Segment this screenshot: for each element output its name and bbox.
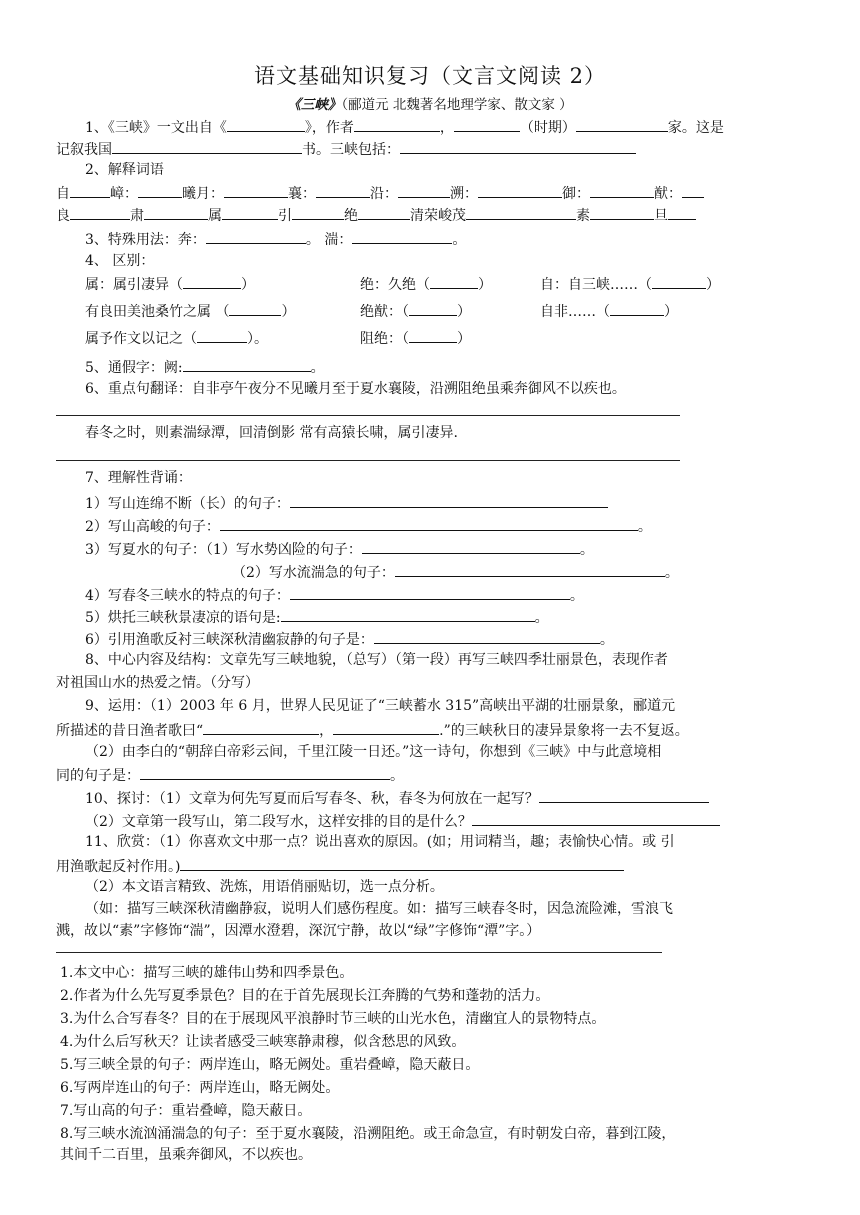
question-9-line-2: 所描述的昔日渔者歌曰“ ， .”的三峡秋日的凄异景象将一去不复返。 xyxy=(56,719,689,741)
blank[interactable] xyxy=(70,204,130,220)
question-8-line-2: 对祖国山水的热爱之情。（分写） xyxy=(56,675,259,691)
question-11-line-2: 用渔歌起反衬作用。) xyxy=(56,855,624,877)
question-6-sentence-1: 6、重点句翻译：自非亭午夜分不见曦月至于夏水襄陵，沿溯阻绝虽乘奔御风不以疾也。 xyxy=(85,381,626,397)
question-11-line-3: （2）本文语言精致、洗炼，用语俏丽贴切，选一点分析。 xyxy=(85,879,444,895)
question-7-item-6: 6）引用渔歌反衬三峡深秋清幽寂静的句子是： 。 xyxy=(85,628,614,650)
blank[interactable] xyxy=(398,182,450,198)
note-item: 其间千二百里，虽乘奔御风，不以疾也。 xyxy=(60,1147,312,1163)
question-7-item-4: 4）写春冬三峡水的特点的句子： 。 xyxy=(85,584,584,606)
subtitle-text-title: 《三峡》 xyxy=(287,97,342,113)
question-4-item: 属予作文以记之（ ）。 xyxy=(85,327,268,349)
question-1-line-1: 1、《三峡》一文出自《 》，作者 ， （时期） 家。这是 xyxy=(85,116,724,138)
note-item: 4.为什么后写秋天？让读者感受三峡寒静肃穆，似含愁思的风致。 xyxy=(60,1034,466,1050)
blank[interactable] xyxy=(590,204,654,220)
blank[interactable] xyxy=(224,182,288,198)
question-10-line-1: 10、探讨：（1）文章为何先写夏而后写春冬、秋，春冬为何放在一起写？ xyxy=(85,787,709,809)
page-title: 语文基础知识复习（文言文阅读 2） xyxy=(253,64,607,88)
blank[interactable] xyxy=(590,182,654,198)
question-7-item-5: 5）烘托三峡秋景凄凉的语句是: 。 xyxy=(85,606,549,628)
question-9-line-4: 同的句子是： 。 xyxy=(56,764,404,786)
subtitle-author: （郦道元 北魏著名地理学家、散文家 ） xyxy=(341,97,573,113)
blank[interactable] xyxy=(478,182,562,198)
question-7-item-3: 3）写夏水的句子：（1）写水势凶险的句子： 。 xyxy=(85,538,594,560)
note-item: 2.作者为什么先写夏季景色？目的在于首先展现长江奔腾的气势和蓬勃的活力。 xyxy=(60,988,550,1004)
question-4-item: 自非……（ ） xyxy=(540,300,678,322)
note-item: 6.写两岸连山的句子：两岸连山，略无阙处。 xyxy=(60,1080,340,1096)
question-11-line-4: （如：描写三峡深秋清幽静寂，说明人们感伤程度。如：描写三峡春冬时，因急流险滩，雪浪飞 xyxy=(85,901,673,917)
blank-gorges[interactable] xyxy=(400,138,636,154)
note-item: 1.本文中心：描写三峡的雄伟山势和四季景色。 xyxy=(60,965,354,981)
section-divider xyxy=(56,952,662,953)
blank-book[interactable] xyxy=(227,116,305,132)
blank[interactable] xyxy=(466,204,576,220)
blank-period[interactable] xyxy=(454,116,520,132)
question-7-item-1: 1）写山连绵不断（长）的句子： xyxy=(85,492,608,514)
note-item: 7.写山高的句子：重岩叠嶂，隐天蔽日。 xyxy=(60,1103,312,1119)
question-4-heading: 4、 区别： xyxy=(85,253,155,269)
note-item: 5.写三峡全景的句子：两岸连山，略无阙处。重岩叠嶂，隐天蔽日。 xyxy=(60,1057,480,1073)
blank[interactable] xyxy=(358,204,410,220)
blank[interactable] xyxy=(682,182,704,198)
answer-line[interactable] xyxy=(56,460,680,461)
question-1-line-2: 记叙我国 书。三峡包括： xyxy=(56,138,636,160)
blank[interactable] xyxy=(206,228,306,244)
blank[interactable] xyxy=(292,204,344,220)
blank-author[interactable] xyxy=(354,116,440,132)
question-9-line-1: 9、运用：（1）2003 年 6 月，世界人民见证了“三峡蓄水 315”高峡出平湖的壮丽景象，郦道元 xyxy=(85,698,676,714)
question-8-line-1: 8、中心内容及结构：文章先写三峡地貌，（总写）（第一段）再写三峡四季壮丽景色，表现作者 xyxy=(85,652,668,668)
blank-book-type[interactable] xyxy=(112,138,302,154)
question-7-item-3b: （2）写水流湍急的句子： 。 xyxy=(232,561,679,583)
question-7-item-2: 2）写山高峻的句子： 。 xyxy=(85,515,652,537)
blank[interactable] xyxy=(70,182,110,198)
question-6-sentence-2: 春冬之时，则素湍绿潭，回清倒影 常有高猿长啸，属引凄异. xyxy=(85,425,458,441)
answer-line[interactable] xyxy=(56,415,680,416)
blank[interactable] xyxy=(352,228,452,244)
question-2-row-1: 自 嶂： 曦月： 襄： 沿： 溯： 御： 猷： xyxy=(56,182,704,204)
question-10-line-2: （2）文章第一段写山，第二段写水，这样安排的目的是什么？ xyxy=(85,810,720,832)
note-item: 8.写三峡水流汹涌湍急的句子：至于夏水襄陵，沿溯阻绝。或王命急宣，有时朝发白帝，暮到江陵， xyxy=(60,1126,676,1142)
blank[interactable] xyxy=(138,182,182,198)
question-4-item: 属：属引凄异（ ） xyxy=(85,273,255,295)
blank[interactable] xyxy=(668,204,696,220)
question-4-item: 有良田美池桑竹之属 （ ） xyxy=(85,300,295,322)
blank[interactable] xyxy=(222,204,278,220)
question-4-item: 绝：久绝（ ） xyxy=(360,273,492,295)
question-4-item: 绝猷：（ ） xyxy=(360,300,471,322)
question-7-heading: 7、理解性背诵： xyxy=(85,470,192,486)
page-subtitle xyxy=(0,93,860,113)
question-11-line-5: 溅，故以“素”字修饰“湍”，因潭水澄碧，深沉宁静，故以“绿”字修饰“潭”字。） xyxy=(56,923,541,939)
note-item: 3.为什么合写春冬？目的在于展现风平浪静时节三峡的山光水色，清幽宜人的景物特点。 xyxy=(60,1011,606,1027)
question-9-line-3: （2）由李白的“朝辞白帝彩云间，千里江陵一日还。”这一诗句，你想到《三峡》中与此意境相 xyxy=(85,744,662,760)
blank[interactable] xyxy=(316,182,370,198)
question-4-item: 自：自三峡……（ ） xyxy=(540,273,720,295)
question-5: 5、通假字：阙: 。 xyxy=(85,356,325,378)
question-3: 3、特殊用法：奔： 。 湍： 。 xyxy=(85,228,466,250)
blank-profession[interactable] xyxy=(576,116,668,132)
question-4-item: 阻绝：（ ） xyxy=(360,327,471,349)
question-2-heading: 2、解释词语 xyxy=(85,162,164,178)
question-2-row-2: 良 肃 属 引 绝 清荣峻茂 素 旦 xyxy=(56,204,696,226)
question-11-line-1: 11、欣赏：（1）你喜欢文中那一点？说出喜欢的原因。(如；用词精当，趣；表愉快心情。或 引 xyxy=(85,834,675,850)
blank[interactable] xyxy=(144,204,208,220)
